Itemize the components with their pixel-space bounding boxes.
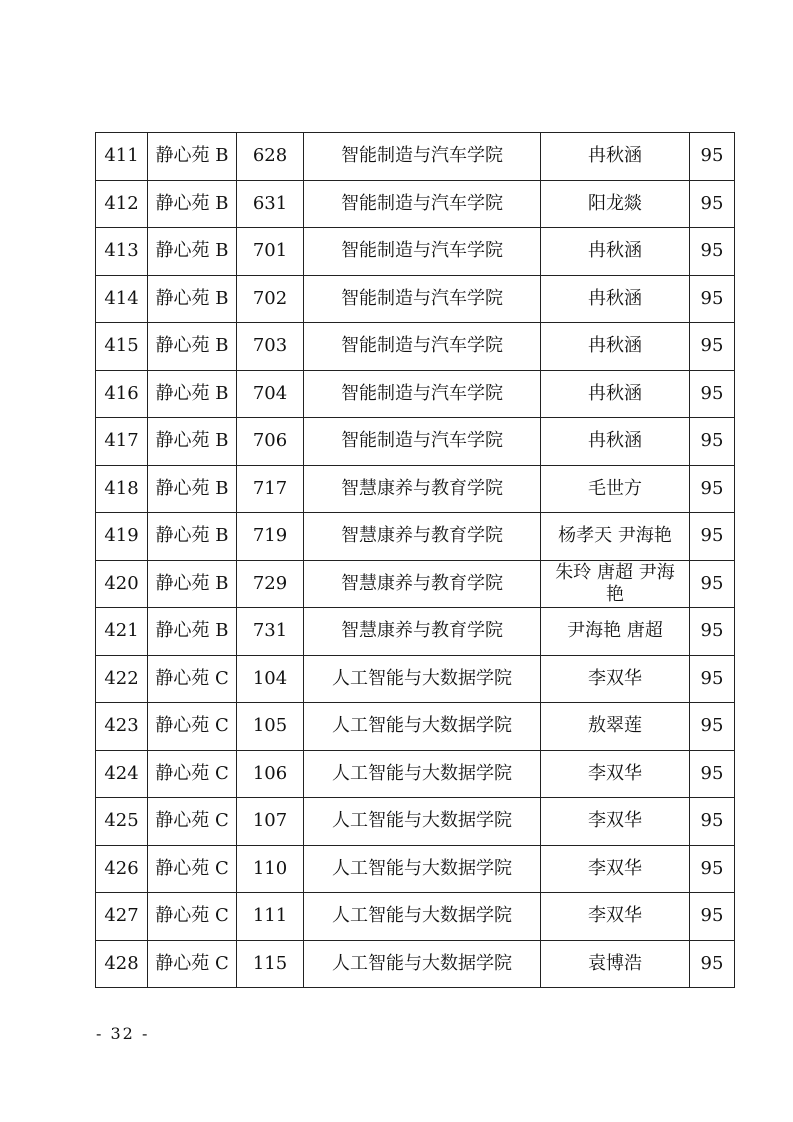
table-row <box>96 893 735 941</box>
table-row <box>96 798 735 846</box>
room-number-cell: 731 <box>237 608 304 656</box>
college-cell: 人工智能与大数据学院 <box>304 893 541 941</box>
inspector-names-cell <box>541 180 690 228</box>
inspector-names-text: 李双华 <box>588 667 642 689</box>
room-number-cell: 110 <box>237 845 304 893</box>
score-cell: 95 <box>690 608 735 656</box>
score-cell: 95 <box>690 370 735 418</box>
room-number-cell: 106 <box>237 750 304 798</box>
college-cell: 智能制造与汽车学院 <box>304 370 541 418</box>
table-row <box>96 703 735 751</box>
inspector-names-text: 冉秋涵 <box>588 430 642 452</box>
row-number: 411 <box>96 133 148 181</box>
table-row <box>96 228 735 276</box>
inspector-names-text: 杨孝天 尹海艳 <box>558 525 672 547</box>
row-number: 423 <box>96 703 148 751</box>
inspector-names-cell <box>541 370 690 418</box>
inspector-names-cell <box>541 845 690 893</box>
inspector-names-text: 袁博浩 <box>588 952 642 974</box>
building-cell: 静心苑 C <box>148 940 237 988</box>
inspector-names-text: 朱玲 唐超 尹海艳 <box>555 561 675 605</box>
college-cell: 智能制造与汽车学院 <box>304 133 541 181</box>
inspector-names-text: 李双华 <box>588 905 642 927</box>
room-number-cell: 628 <box>237 133 304 181</box>
inspector-names-cell <box>541 703 690 751</box>
building-cell: 静心苑 C <box>148 703 237 751</box>
building-cell: 静心苑 B <box>148 275 237 323</box>
inspector-names-text: 阳龙燚 <box>588 192 642 214</box>
row-number: 415 <box>96 323 148 371</box>
inspector-names-cell <box>541 228 690 276</box>
table-row <box>96 845 735 893</box>
room-number-cell: 104 <box>237 655 304 703</box>
college-cell: 智能制造与汽车学院 <box>304 228 541 276</box>
college-cell: 人工智能与大数据学院 <box>304 798 541 846</box>
table-row <box>96 180 735 228</box>
score-cell: 95 <box>690 513 735 561</box>
score-cell: 95 <box>690 750 735 798</box>
score-cell: 95 <box>690 275 735 323</box>
college-cell: 智慧康养与教育学院 <box>304 608 541 656</box>
table-row <box>96 418 735 466</box>
table-row <box>96 655 735 703</box>
table-row <box>96 608 735 656</box>
score-cell: 95 <box>690 798 735 846</box>
row-number: 421 <box>96 608 148 656</box>
inspector-names-text: 李双华 <box>588 762 642 784</box>
building-cell: 静心苑 B <box>148 465 237 513</box>
table-row <box>96 133 735 181</box>
room-number-cell: 701 <box>237 228 304 276</box>
inspector-names-cell <box>541 418 690 466</box>
college-cell: 智慧康养与教育学院 <box>304 513 541 561</box>
inspector-names-cell <box>541 275 690 323</box>
table-row <box>96 750 735 798</box>
building-cell: 静心苑 B <box>148 133 237 181</box>
score-cell: 95 <box>690 893 735 941</box>
building-cell: 静心苑 B <box>148 228 237 276</box>
college-cell: 智慧康养与教育学院 <box>304 465 541 513</box>
building-cell: 静心苑 C <box>148 845 237 893</box>
room-number-cell: 704 <box>237 370 304 418</box>
inspector-names-text: 敖翠莲 <box>588 715 642 737</box>
inspector-names-cell <box>541 513 690 561</box>
score-cell: 95 <box>690 940 735 988</box>
score-cell: 95 <box>690 560 735 608</box>
row-number: 413 <box>96 228 148 276</box>
row-number: 417 <box>96 418 148 466</box>
score-cell: 95 <box>690 228 735 276</box>
college-cell: 智能制造与汽车学院 <box>304 180 541 228</box>
table-body <box>96 133 735 988</box>
room-number-cell: 115 <box>237 940 304 988</box>
room-number-cell: 105 <box>237 703 304 751</box>
inspector-names-cell <box>541 798 690 846</box>
inspector-names-text: 李双华 <box>588 810 642 832</box>
room-number-cell: 631 <box>237 180 304 228</box>
inspector-names-text: 冉秋涵 <box>588 287 642 309</box>
inspector-names-text: 冉秋涵 <box>588 145 642 167</box>
row-number: 414 <box>96 275 148 323</box>
building-cell: 静心苑 B <box>148 180 237 228</box>
table-row <box>96 465 735 513</box>
room-number-cell: 702 <box>237 275 304 323</box>
room-number-cell: 703 <box>237 323 304 371</box>
row-number: 419 <box>96 513 148 561</box>
college-cell: 智能制造与汽车学院 <box>304 418 541 466</box>
table-row <box>96 275 735 323</box>
inspector-names-cell <box>541 940 690 988</box>
row-number: 412 <box>96 180 148 228</box>
row-number: 426 <box>96 845 148 893</box>
table-row <box>96 940 735 988</box>
college-cell: 人工智能与大数据学院 <box>304 750 541 798</box>
inspector-names-cell <box>541 893 690 941</box>
table-row <box>96 513 735 561</box>
inspector-names-text: 李双华 <box>588 857 642 879</box>
score-cell: 95 <box>690 323 735 371</box>
table-row <box>96 323 735 371</box>
inspector-names-cell <box>541 655 690 703</box>
row-number: 418 <box>96 465 148 513</box>
row-number: 424 <box>96 750 148 798</box>
inspector-names-cell <box>541 133 690 181</box>
building-cell: 静心苑 B <box>148 513 237 561</box>
row-number: 428 <box>96 940 148 988</box>
inspector-names-text: 尹海艳 唐超 <box>567 620 663 642</box>
score-cell: 95 <box>690 703 735 751</box>
score-cell: 95 <box>690 465 735 513</box>
inspector-names-cell <box>541 465 690 513</box>
score-cell: 95 <box>690 655 735 703</box>
inspector-names-text: 冉秋涵 <box>588 382 642 404</box>
college-cell: 智慧康养与教育学院 <box>304 560 541 608</box>
score-cell: 95 <box>690 180 735 228</box>
college-cell: 人工智能与大数据学院 <box>304 655 541 703</box>
inspector-names-cell <box>541 323 690 371</box>
room-number-cell: 107 <box>237 798 304 846</box>
building-cell: 静心苑 B <box>148 418 237 466</box>
score-cell: 95 <box>690 418 735 466</box>
room-number-cell: 717 <box>237 465 304 513</box>
row-number: 416 <box>96 370 148 418</box>
college-cell: 人工智能与大数据学院 <box>304 703 541 751</box>
building-cell: 静心苑 B <box>148 608 237 656</box>
score-cell: 95 <box>690 133 735 181</box>
row-number: 420 <box>96 560 148 608</box>
room-number-cell: 111 <box>237 893 304 941</box>
building-cell: 静心苑 C <box>148 798 237 846</box>
building-cell: 静心苑 C <box>148 655 237 703</box>
building-cell: 静心苑 B <box>148 370 237 418</box>
building-cell: 静心苑 B <box>148 560 237 608</box>
page-number: - 32 - <box>96 1024 150 1043</box>
inspector-names-text: 冉秋涵 <box>588 240 642 262</box>
row-number: 425 <box>96 798 148 846</box>
inspector-names-text: 冉秋涵 <box>588 335 642 357</box>
score-cell: 95 <box>690 845 735 893</box>
building-cell: 静心苑 B <box>148 323 237 371</box>
inspector-names-cell <box>541 608 690 656</box>
building-cell: 静心苑 C <box>148 893 237 941</box>
room-number-cell: 729 <box>237 560 304 608</box>
room-number-cell: 719 <box>237 513 304 561</box>
inspector-names-text: 毛世方 <box>588 477 642 499</box>
table-row <box>96 370 735 418</box>
inspector-names-cell <box>541 750 690 798</box>
college-cell: 智能制造与汽车学院 <box>304 275 541 323</box>
row-number: 427 <box>96 893 148 941</box>
building-cell: 静心苑 C <box>148 750 237 798</box>
dormitory-score-table <box>95 132 735 988</box>
row-number: 422 <box>96 655 148 703</box>
college-cell: 人工智能与大数据学院 <box>304 845 541 893</box>
college-cell: 人工智能与大数据学院 <box>304 940 541 988</box>
room-number-cell: 706 <box>237 418 304 466</box>
college-cell: 智能制造与汽车学院 <box>304 323 541 371</box>
table-row <box>96 560 735 608</box>
inspector-names-cell <box>541 560 690 608</box>
